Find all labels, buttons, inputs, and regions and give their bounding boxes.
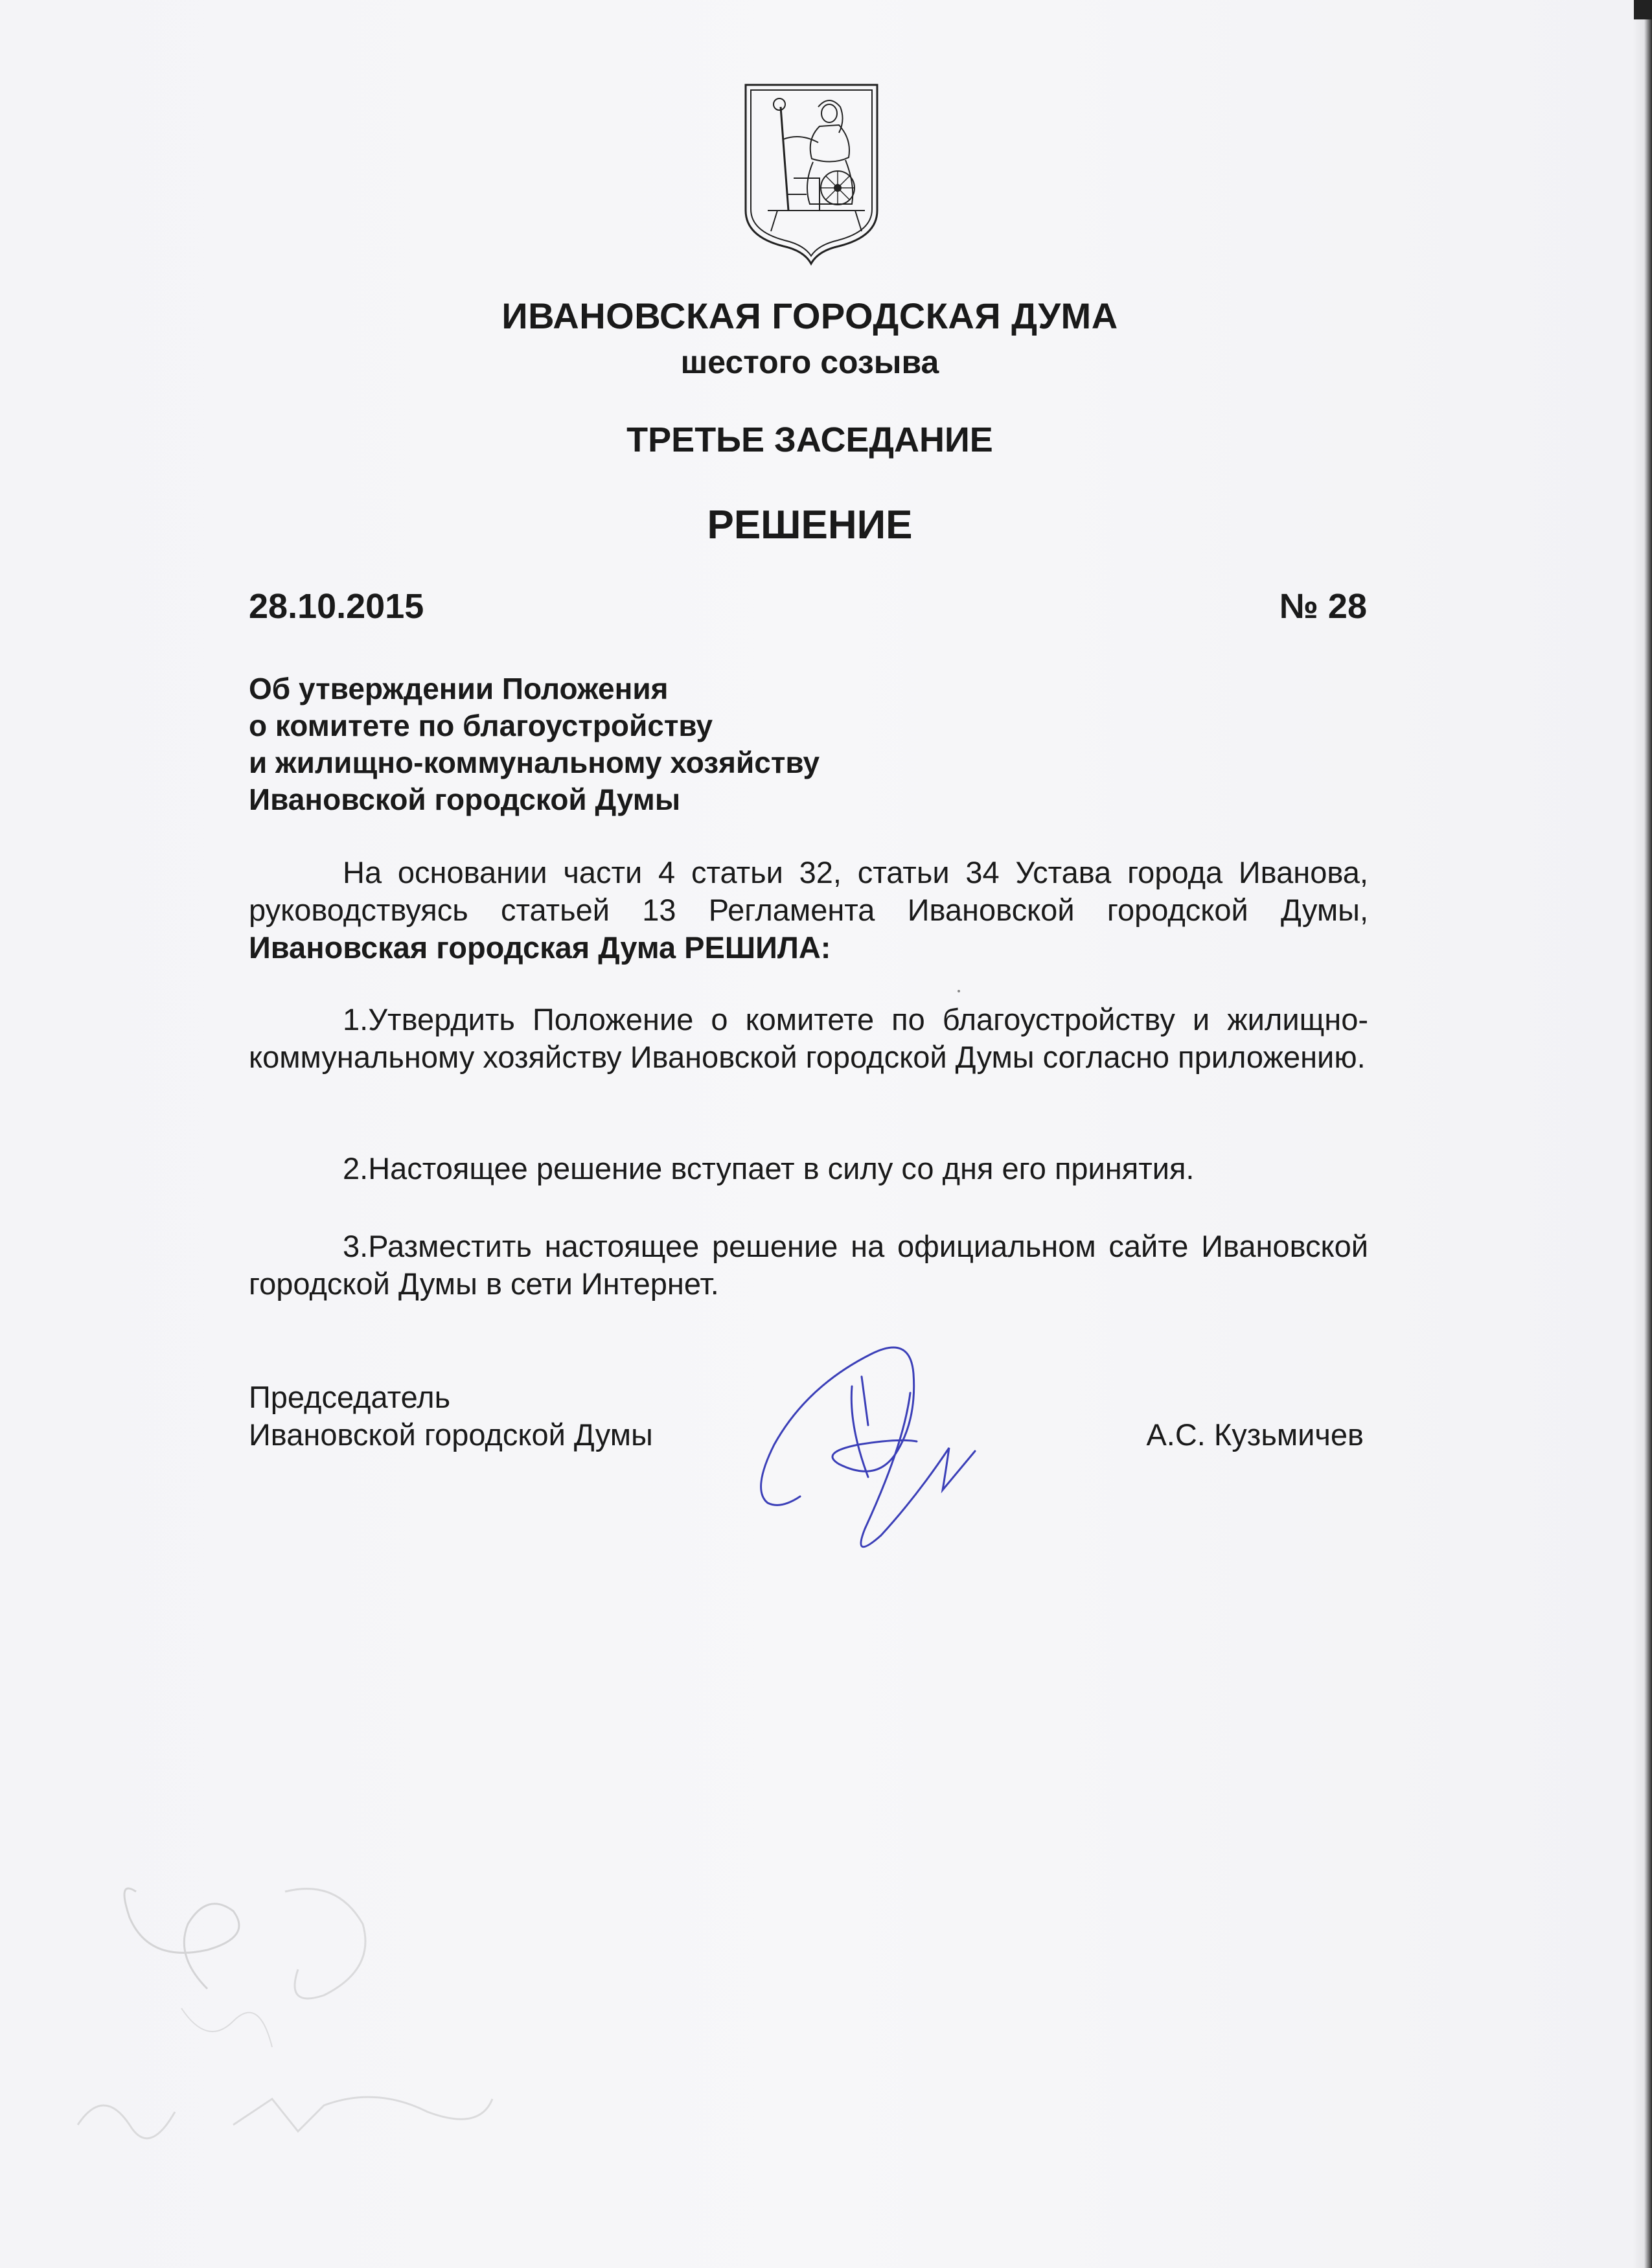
signatory-name: А.С. Кузьмичев xyxy=(1146,1417,1364,1452)
session-title: ТРЕТЬЕ ЗАСЕДАНИЕ xyxy=(626,420,993,459)
item-1 xyxy=(249,1001,1368,1076)
item-2-text: 2.Настоящее решение вступает в силу со дня его принятия. xyxy=(343,1151,1195,1186)
scan-speck xyxy=(958,990,960,992)
resolution-phrase: Ивановская городская Дума РЕШИЛА: xyxy=(249,930,831,965)
handwritten-signature xyxy=(755,1315,1027,1594)
basis-text: На основании части 4 статьи 32, статьи 34 Устава города Иванова, руководствуясь статьей 13 Регламента Ивановской городской Думы, xyxy=(249,855,1368,927)
scan-edge-shadow xyxy=(1633,0,1652,2268)
document-type: РЕШЕНИЕ xyxy=(707,503,913,547)
faint-back-signature xyxy=(39,1853,570,2216)
subject-line: и жилищно-коммунальному хозяйству xyxy=(249,746,820,779)
ivanovo-coat-of-arms-icon xyxy=(742,81,881,266)
org-title: ИВАНОВСКАЯ ГОРОДСКАЯ ДУМА xyxy=(501,295,1118,336)
org-subtitle: шестого созыва xyxy=(680,344,939,380)
basis-paragraph xyxy=(249,854,1368,967)
document-number: № 28 xyxy=(1279,587,1367,626)
item-3 xyxy=(249,1228,1368,1303)
position-line: Ивановской городской Думы xyxy=(249,1417,653,1452)
item-1-text: 1.Утвердить Положение о комитете по благоустройству и жилищно-коммунальному хозяйству Ивановской городской Думы согласно приложению. xyxy=(249,1002,1368,1074)
document-subject xyxy=(249,670,820,818)
item-2 xyxy=(249,1150,1368,1187)
subject-line: Об утверждении Положения xyxy=(249,672,669,705)
signatory-position xyxy=(249,1379,653,1454)
document-date: 28.10.2015 xyxy=(249,587,424,626)
subject-line: о комитете по благоустройству xyxy=(249,709,713,742)
item-3-text: 3.Разместить настоящее решение на официальном сайте Ивановской городской Думы в сети Интернет. xyxy=(249,1229,1368,1301)
subject-line: Ивановской городской Думы xyxy=(249,783,681,816)
scan-corner xyxy=(1634,0,1652,19)
position-line: Председатель xyxy=(249,1380,451,1414)
